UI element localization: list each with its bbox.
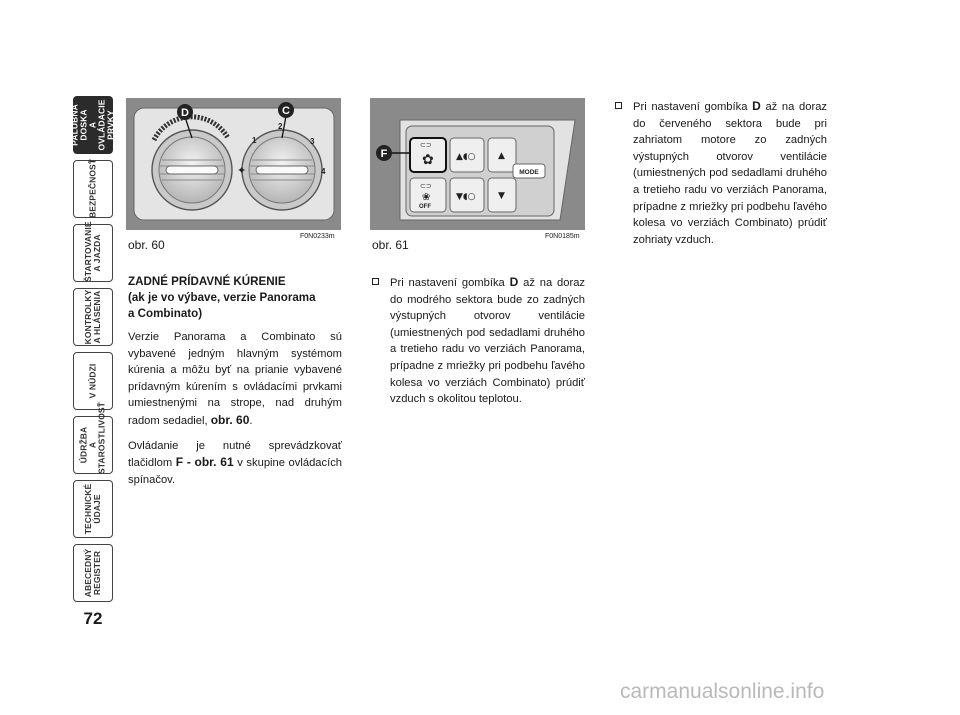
svg-text:✦: ✦ — [237, 164, 247, 177]
knob-reference: D — [509, 275, 519, 289]
heading-line: ZADNÉ PRÍDAVNÉ KÚRENIE — [128, 275, 286, 288]
section-heading — [128, 274, 342, 322]
heading-line: (ak je vo výbave, verzie Panorama — [128, 291, 316, 304]
tab-label: ÚDAJE — [92, 494, 102, 524]
callout-f: F — [380, 148, 388, 160]
figure-61-caption: obr. 61 — [372, 238, 409, 252]
watermark: carmanualsonline.info — [620, 680, 825, 703]
svg-text:⊂⊃: ⊂⊃ — [420, 182, 432, 190]
tab-label: ŠTARTOVANIE — [83, 221, 93, 282]
bullet-text: až na doraz do modrého sektora bude zo zadných výstupných otvorov ventilácie (umiestnených pod sedadlami druhého a tretieho radu vo verziách Panorama, prípadne z mriežky pri podbehu ľavého kolesa vo verziách Combinato) prúdiť vzduch s okolitou teplotou. — [390, 277, 586, 406]
heater-knobs-illustration — [126, 98, 341, 230]
off-label: OFF — [419, 204, 431, 210]
tab-label: ÚDRŽBA — [78, 426, 89, 464]
tab-label: A STAROSTLIVOSŤ — [87, 402, 107, 474]
figure-reference: obr. 61 — [194, 455, 234, 470]
tab-abecedny-register[interactable] — [73, 544, 113, 602]
figure-60-image — [126, 98, 341, 230]
tab-label: TECHNICKÉ — [83, 483, 93, 535]
figure-reference: F - — [175, 455, 191, 470]
figure-61-code: F0N0185m — [545, 233, 580, 240]
paragraph-text: v skupine ovládacích spínačov. — [128, 457, 343, 486]
bullet-text: Pri nastavení gombíka — [633, 101, 748, 113]
tab-udrzba[interactable] — [73, 402, 113, 474]
dial-number: 4 — [321, 167, 326, 176]
paragraph-text: . — [249, 414, 253, 427]
dial-number: 2 — [278, 122, 283, 131]
tab-label: ABECEDNÝ — [83, 548, 93, 598]
tab-v-nudzi[interactable] — [73, 352, 113, 410]
tab-palubna-doska[interactable] — [69, 96, 116, 154]
dial-number: 3 — [310, 137, 315, 146]
bullet-text: Pri nastavení gombíka — [390, 277, 505, 289]
bullet-item — [615, 98, 827, 248]
svg-text:⊂⊃: ⊂⊃ — [420, 141, 432, 149]
tab-kontrolky[interactable] — [73, 288, 113, 346]
tab-label: A OVLÁDACIE PRVKY — [87, 99, 116, 151]
tab-label: V NÚDZI — [87, 363, 98, 399]
side-tab-index — [69, 96, 116, 608]
figure-60-code: F0N0233m — [300, 233, 335, 240]
checkbox-bullet-icon — [615, 102, 622, 109]
page-number: 72 — [83, 609, 103, 628]
figure-60-caption: obr. 60 — [128, 238, 165, 252]
dial-number: 1 — [252, 136, 257, 145]
paragraph-text: Ovládanie je nutné sprevádzkovať tlačidlom — [128, 439, 342, 470]
svg-text:▼◖○: ▼◖○ — [456, 192, 476, 202]
svg-text:✿: ✿ — [422, 152, 434, 168]
paragraph-text: Verzie Panorama a Combinato sú vybavené jedným hlavným systémom kúrenia a môžu byť na prianie vybavené prídavným kúrením s ovládacími prvkami umiestnenými na strope, nad druhým radom sedadiel, — [128, 331, 342, 427]
bullet-item — [372, 274, 585, 408]
tab-label: REGISTER — [92, 550, 102, 596]
right-text-column — [615, 98, 827, 248]
mode-label: MODE — [519, 169, 539, 176]
tab-label: BEZPEČNOSŤ — [87, 158, 98, 218]
svg-text:▲: ▲ — [498, 151, 505, 161]
svg-text:▲◖○: ▲◖○ — [456, 152, 476, 162]
checkbox-bullet-icon — [372, 278, 379, 285]
control-switch-panel-illustration — [370, 98, 585, 230]
tab-label: A JAZDA — [92, 234, 102, 272]
knob-reference: D — [752, 99, 761, 113]
figure-reference: obr. 60 — [210, 412, 250, 427]
callout-d: D — [181, 107, 189, 119]
tab-label: PALUBNÁ DOSKA — [69, 104, 89, 146]
paragraph — [128, 329, 342, 430]
paragraph — [128, 438, 342, 489]
svg-text:❀: ❀ — [422, 192, 431, 203]
tab-label: KONTROLKY — [83, 289, 93, 345]
bullet-text: až na doraz do červeného sektora bude pri zahriatom motore zo zadných výstupných otvorov ventilácie (umiestnených pod sedadlami druhého a tretieho radu vo verziách Panorama, prípadne z mriežky pri podbehu ľavého kolesa vo verziách Combinato) prúdiť zohriaty vzduch. — [633, 101, 828, 246]
tab-startovanie[interactable] — [73, 221, 113, 282]
heading-line: a Combinato) — [128, 307, 203, 320]
left-text-column — [128, 274, 342, 496]
figure-61-image — [370, 98, 585, 230]
callout-c: C — [282, 105, 290, 117]
svg-text:▼: ▼ — [498, 191, 505, 201]
middle-text-column — [372, 274, 585, 408]
tab-technicke-udaje[interactable] — [73, 480, 113, 538]
tab-label: A HLÁSENIA — [92, 290, 102, 344]
tab-bezpecnost[interactable] — [73, 160, 113, 218]
